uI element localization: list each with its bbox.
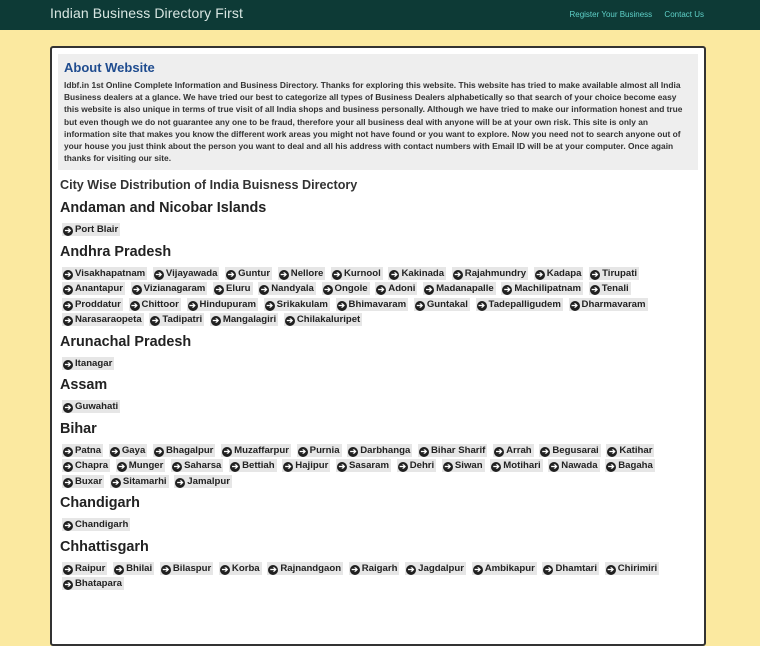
city-link[interactable] [149,313,204,326]
city-label: Korba [231,562,260,574]
arrow-circle-right-icon: ➔ [189,300,196,310]
top-navbar [0,0,760,30]
city-link[interactable] [174,475,232,488]
city-label: Katihar [619,444,653,456]
city-link[interactable] [284,313,362,326]
city-label: Hindupuram [199,298,256,310]
city-link[interactable] [534,267,584,280]
city-label: Bhilai [126,562,153,574]
city-label: Bilaspur [172,562,212,574]
city-label: Darbhanga [360,444,411,456]
arrow-circle-right-icon: ➔ [420,446,428,456]
city-link[interactable] [62,313,144,326]
city-label: Adoni [388,283,416,295]
arrow-circle-right-icon: ➔ [64,300,72,310]
arrow-circle-right-icon: ➔ [504,285,511,295]
city-link[interactable] [219,562,262,575]
state-heading: Andhra Pradesh [60,243,172,260]
city-link[interactable] [452,267,528,280]
city-link[interactable] [221,444,291,457]
city-link[interactable] [490,459,542,472]
city-label: Anantapur [75,283,123,295]
city-label: Arrah [506,444,532,456]
city-label: Jamalpur [187,475,230,487]
arrow-circle-right-icon: ➔ [64,269,72,279]
city-label: Madanapalle [436,283,494,295]
city-list [62,517,692,533]
city-link[interactable] [62,298,123,311]
city-label: Saharsa [184,460,222,472]
city-label: Itanagar [75,357,113,369]
arrow-circle-right-icon: ➔ [64,564,72,574]
arrow-circle-right-icon: ➔ [425,285,433,295]
city-link[interactable] [605,562,659,575]
arrow-circle-right-icon: ➔ [111,446,119,456]
city-link[interactable] [405,562,466,575]
arrow-circle-right-icon: ➔ [407,564,415,574]
city-label: Dhamtari [555,562,598,574]
city-label: Nandyala [271,283,314,295]
arrow-circle-right-icon: ➔ [176,477,184,487]
arrow-circle-right-icon: ➔ [64,316,72,326]
arrow-circle-right-icon: ➔ [338,300,345,310]
arrow-circle-right-icon: ➔ [64,477,72,487]
city-link[interactable] [62,357,114,370]
state-list [52,198,704,592]
about-box [58,54,698,170]
arrow-circle-right-icon: ➔ [266,300,274,310]
city-label: Gaya [121,444,146,456]
arrow-circle-right-icon: ➔ [212,316,220,326]
city-link[interactable] [62,400,120,413]
city-label: Bihar Sharif [431,444,486,456]
city-label: Purnia [309,444,340,456]
city-label: Nawada [561,460,598,472]
main-panel [50,46,706,646]
city-list [62,443,692,490]
city-link[interactable] [213,282,253,295]
city-link[interactable] [472,562,537,575]
arrow-circle-right-icon: ➔ [550,462,558,472]
about-text: Idbf.in 1st Online Complete Information and Business Directory. Thanks for exploring this website. This website has tried to make available almost all India Business dealers at a glance. We have tried our best to categorize all types of Business Dealers alphabetically so that search of your choice become easy this website is also unique in terms of true visit of all India shops and business personally. Although we have tried to make our information honest and true but even though we do not guarantee any one to be fraud, therefore your all business deal with anyone will be at your own risk. This site is only an information site that makes you know the different work areas you might not have found or you want to explore. Now you need not to search anyone out of your house you just think about the person you want to deal and all his address with contact numbers with Email ID will be at your computer. Once again thanks for visiting our site. [64,80,683,164]
city-link[interactable] [62,223,120,236]
city-link[interactable] [62,459,110,472]
city-label: Machilipatnam [514,283,582,295]
city-label: Ambikapur [484,562,535,574]
city-link[interactable] [418,444,487,457]
city-label: Hajipur [295,460,329,472]
contact-us-link[interactable]: Contact Us [664,10,704,19]
arrow-circle-right-icon: ➔ [64,403,72,413]
arrow-circle-right-icon: ➔ [454,269,462,279]
city-link[interactable] [322,282,370,295]
city-list [62,356,692,372]
arrow-circle-right-icon: ➔ [215,285,223,295]
arrow-circle-right-icon: ➔ [474,564,482,574]
city-label: Muzaffarpur [234,444,289,456]
about-title: About Website [64,60,155,75]
arrow-circle-right-icon: ➔ [324,285,331,295]
city-label: Chapra [75,460,109,472]
city-link[interactable] [110,475,169,488]
arrow-circle-right-icon: ➔ [155,269,163,279]
arrow-circle-right-icon: ➔ [333,269,341,279]
arrow-circle-right-icon: ➔ [495,446,503,456]
arrow-circle-right-icon: ➔ [571,300,578,310]
city-label: Bagaha [618,460,653,472]
arrow-circle-right-icon: ➔ [478,300,485,310]
arrow-circle-right-icon: ➔ [115,564,123,574]
city-link[interactable] [539,444,600,457]
city-link[interactable] [62,282,125,295]
arrow-circle-right-icon: ➔ [112,477,120,487]
city-list [62,266,692,328]
arrow-circle-right-icon: ➔ [223,446,231,456]
city-list [62,399,692,415]
city-label: Tadipatri [162,314,203,326]
city-link[interactable] [605,459,655,472]
city-link[interactable] [116,459,166,472]
arrow-circle-right-icon: ➔ [299,446,307,456]
city-link[interactable] [153,444,215,457]
arrow-circle-right-icon: ➔ [338,462,346,472]
city-label: Sasaram [349,460,390,472]
city-label: Chirimiri [617,562,658,574]
city-link[interactable] [397,459,437,472]
arrow-circle-right-icon: ➔ [64,446,72,456]
city-label: Tadepalligudem [488,298,561,310]
city-link[interactable] [62,475,104,488]
arrow-circle-right-icon: ➔ [349,446,357,456]
city-link[interactable] [229,459,277,472]
city-label: Jagdalpur [418,562,465,574]
city-label: Eluru [226,283,251,295]
city-label: Vijayawada [165,267,218,279]
city-link[interactable] [606,444,654,457]
arrow-circle-right-icon: ➔ [162,564,170,574]
city-link[interactable] [225,267,272,280]
distribution-title: City Wise Distribution of India Buisness Directory [60,178,358,193]
arrow-circle-right-icon: ➔ [391,269,398,279]
arrow-circle-right-icon: ➔ [399,462,407,472]
city-link[interactable] [258,282,316,295]
city-link[interactable] [548,459,599,472]
city-link[interactable] [160,562,213,575]
arrow-circle-right-icon: ➔ [416,300,424,310]
city-label: Dehri [409,460,435,472]
city-link[interactable] [109,444,147,457]
city-label: Dharmavaram [581,298,646,310]
arrow-circle-right-icon: ➔ [591,285,599,295]
city-link[interactable] [501,282,583,295]
city-label: Begusarai [552,444,599,456]
city-link[interactable] [375,282,417,295]
arrow-circle-right-icon: ➔ [377,285,385,295]
arrow-circle-right-icon: ➔ [133,285,140,295]
city-label: Tenali [601,283,629,295]
arrow-circle-right-icon: ➔ [280,269,288,279]
arrow-circle-right-icon: ➔ [269,564,277,574]
arrow-circle-right-icon: ➔ [64,580,72,590]
state-heading: Arunachal Pradesh [60,333,192,350]
state-heading: Bihar [60,420,97,437]
arrow-circle-right-icon: ➔ [151,316,159,326]
city-label: Guwahati [75,401,119,413]
city-link[interactable] [282,459,330,472]
city-link[interactable] [267,562,343,575]
city-link[interactable] [414,298,470,311]
city-link[interactable] [476,298,563,311]
arrow-circle-right-icon: ➔ [351,564,359,574]
city-label: Ongole [334,283,368,295]
city-label: Kadapa [546,267,582,279]
arrow-circle-right-icon: ➔ [131,300,138,310]
city-link[interactable] [542,562,599,575]
arrow-circle-right-icon: ➔ [607,564,615,574]
city-label: Raipur [75,562,106,574]
arrow-circle-right-icon: ➔ [492,462,500,472]
city-link[interactable] [113,562,154,575]
city-label: Patna [75,444,102,456]
city-label: Guntur [238,267,271,279]
city-list [62,561,692,592]
city-label: Chittoor [141,298,179,310]
arrow-circle-right-icon: ➔ [155,446,163,456]
city-label: Rajahmundry [464,267,527,279]
city-label: Bhagalpur [165,444,214,456]
state-heading: Andaman and Nicobar Islands [60,200,267,217]
arrow-circle-right-icon: ➔ [64,359,72,369]
city-list [62,222,692,238]
state-heading: Chandigarh [60,495,140,512]
city-label: Chilakaluripet [296,314,361,326]
city-link[interactable] [171,459,223,472]
city-label: Narasaraopeta [75,314,142,326]
city-label: Tirupati [602,267,638,279]
arrow-circle-right-icon: ➔ [64,462,72,472]
city-link[interactable] [278,267,326,280]
city-label: Srikakulam [276,298,328,310]
arrow-circle-right-icon: ➔ [231,462,239,472]
city-label: Mangalagiri [222,314,277,326]
arrow-circle-right-icon: ➔ [284,462,292,472]
city-link[interactable] [336,298,409,311]
arrow-circle-right-icon: ➔ [591,269,599,279]
city-label: Visakhapatnam [75,267,146,279]
arrow-circle-right-icon: ➔ [444,462,452,472]
top-nav-links [559,10,704,19]
arrow-circle-right-icon: ➔ [64,521,72,531]
city-link[interactable] [347,444,412,457]
site-brand[interactable]: Indian Business Directory First [50,5,243,21]
city-label: Vizianagaram [143,283,206,295]
city-link[interactable] [442,459,485,472]
city-label: Kurnool [343,267,381,279]
city-label: Guntakal [426,298,468,310]
city-link[interactable] [493,444,534,457]
city-label: Sitamarhi [122,475,167,487]
arrow-circle-right-icon: ➔ [536,269,544,279]
arrow-circle-right-icon: ➔ [609,446,616,456]
city-link[interactable] [589,282,631,295]
city-label: Siwan [454,460,483,472]
arrow-circle-right-icon: ➔ [173,462,181,472]
arrow-circle-right-icon: ➔ [118,462,126,472]
arrow-circle-right-icon: ➔ [64,285,72,295]
arrow-circle-right-icon: ➔ [545,564,552,574]
arrow-circle-right-icon: ➔ [260,285,268,295]
arrow-circle-right-icon: ➔ [227,269,235,279]
state-heading: Chhattisgarh [60,538,149,555]
city-link[interactable] [62,577,124,590]
city-link[interactable] [131,282,208,295]
arrow-circle-right-icon: ➔ [607,462,615,472]
arrow-circle-right-icon: ➔ [286,316,294,326]
city-link[interactable] [349,562,400,575]
city-label: Rajnandgaon [280,562,342,574]
city-label: Nellore [290,267,324,279]
city-link[interactable] [264,298,330,311]
city-link[interactable] [129,298,181,311]
city-link[interactable] [423,282,496,295]
city-label: Proddatur [75,298,121,310]
city-link[interactable] [589,267,639,280]
city-link[interactable] [153,267,220,280]
city-link[interactable] [569,298,648,311]
register-business-link[interactable]: Register Your Business [569,10,653,19]
city-link[interactable] [187,298,259,311]
city-link[interactable] [210,313,278,326]
city-link[interactable] [62,562,107,575]
arrow-circle-right-icon: ➔ [64,226,72,236]
city-label: Motihari [503,460,541,472]
city-label: Kakinada [401,267,445,279]
city-label: Bhimavaram [348,298,407,310]
city-label: Bhatapara [75,578,122,590]
city-link[interactable] [62,444,103,457]
city-label: Raigarh [361,562,398,574]
city-link[interactable] [62,267,147,280]
city-link[interactable] [62,518,130,531]
city-link[interactable] [297,444,342,457]
city-link[interactable] [388,267,446,280]
city-link[interactable] [336,459,391,472]
city-label: Port Blair [75,224,119,236]
city-label: Bettiah [242,460,275,472]
state-heading: Assam [60,377,108,394]
city-label: Chandigarh [75,519,129,531]
city-link[interactable] [331,267,383,280]
arrow-circle-right-icon: ➔ [541,446,549,456]
city-label: Buxar [75,475,103,487]
arrow-circle-right-icon: ➔ [221,564,229,574]
city-label: Munger [128,460,164,472]
